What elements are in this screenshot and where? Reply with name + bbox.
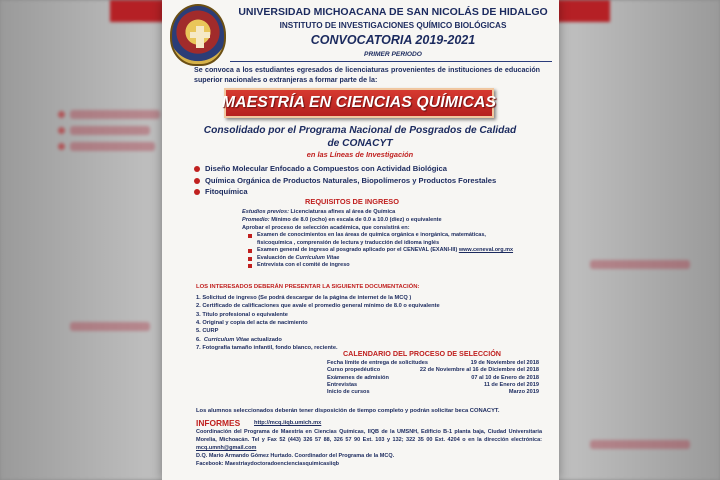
average-label: Promedio: <box>242 217 270 224</box>
list-item <box>248 247 548 255</box>
informes-link[interactable]: http://mcq.iiqb.umich.mx <box>254 420 322 426</box>
list-item: Diseño Molecular Enfocado a Compuestos con Actividad Biológica <box>194 163 544 175</box>
list-item: 3. Título profesional o equivalente <box>196 311 288 318</box>
calendar-date: 07 al 10 de Enero de 2018 <box>471 374 539 381</box>
bg-line <box>590 260 690 269</box>
list-item-emphasis: Curriculum Vitae <box>295 254 340 261</box>
calendar-row <box>327 382 539 389</box>
institute-name: INSTITUTO DE INVESTIGACIONES QUÍMICO BIOLÓGICAS <box>279 21 507 30</box>
bg-dot <box>58 111 65 118</box>
list-item: 5. CURP <box>196 328 219 335</box>
intro-text: Se convoca a los estudiantes egresados de licenciaturas provenientes de instituciones de educación superior nacionales o extranjeras a formar parte de la: <box>194 66 540 84</box>
calendar-label: Entrevistas <box>327 381 358 388</box>
average-text: Mínimo de 8.0 (ocho) en escala de 0.0 a 10.0 (diez) o equivalente <box>271 217 442 224</box>
documents-list <box>196 294 536 352</box>
university-seal-icon <box>170 4 226 66</box>
documents-title: LOS INTERESADOS DEBERÁN PRESENTAR LA SIGUIENTE DOCUMENTACIÓN: <box>196 284 420 290</box>
coordination-text: Coordinación del Programa de Maestría en Ciencias Químicas, IIQB de la UMSNH, Edificio B-1 planta baja, Ciudad Universitaria Morelia, Michoacán. Tel y Fax 52 (443) 326 57 88, 326 57 90 Ext. 103 y 132; 322 35 00 Ext. 4204 o en la dirección electrónica: <box>196 429 542 443</box>
university-name: UNIVERSIDAD MICHOACANA DE SAN NICOLÁS DE HIDALGO <box>238 6 548 18</box>
program-title: MAESTRÍA EN CIENCIAS QUÍMICAS <box>221 94 497 111</box>
calendar-title: CALENDARIO DEL PROCESO DE SELECCIÓN <box>342 349 501 358</box>
calendar-row <box>327 375 539 382</box>
calendar-label: Fecha límite de entrega de solicitudes <box>327 360 429 366</box>
program-banner <box>221 88 497 118</box>
calendar-row <box>327 360 539 367</box>
approve-text: Aprobar el proceso de selección académica, que consistirá en: <box>242 225 410 232</box>
calendar-row <box>327 367 539 374</box>
calendar-date: Marzo 2019 <box>508 389 539 396</box>
bg-dot <box>58 127 65 134</box>
calendar-label: Inicio de cursos <box>327 389 370 396</box>
requirements-list <box>248 232 548 270</box>
list-item: 2. Certificado de calificaciones que avale el promedio general mínimo de 8.0 o equivalente <box>196 303 440 310</box>
informes-label: INFORMES <box>196 418 241 428</box>
facebook-text: Facebook: Maestriaydoctoradoencienciasquimicasiiqb <box>196 460 340 467</box>
consolidated-text: Consolidado por el Programa Nacional de Posgrados de Calidad de CONACYT <box>203 125 517 150</box>
header-divider <box>230 61 552 62</box>
research-lines-list <box>194 163 544 198</box>
bg-line <box>70 110 160 119</box>
list-item: Entrevista con el comité de ingreso <box>248 262 548 270</box>
ceneval-link[interactable]: www.ceneval.org.mx <box>458 247 514 254</box>
list-item: Química Orgánica de Productos Naturales, Biopolímeros y Productos Forestales <box>194 175 544 187</box>
list-item-text: actualizado <box>250 336 282 343</box>
bg-dot <box>58 143 65 150</box>
bg-line <box>70 142 155 151</box>
prev-studies-text: Licenciaturas afines al área de Química <box>290 209 396 215</box>
list-item-text: Evaluación de <box>257 254 294 261</box>
calendar-label: Curso propedéutico <box>327 367 381 374</box>
list-item-emphasis: Curriculum Vitae <box>203 336 250 343</box>
calendar-row <box>327 389 539 396</box>
list-item: fisicoquímica , comprensión de lectura y traducción del idioma inglés <box>257 239 440 246</box>
calendar-table <box>327 360 539 396</box>
poster <box>162 0 559 480</box>
requirements-intro <box>242 208 542 232</box>
calendar-date: 19 de Noviembre del 2018 <box>470 360 539 366</box>
call-title: CONVOCATORIA 2019-2021 <box>310 33 476 47</box>
period-label: PRIMER PERIODO <box>364 51 422 58</box>
research-lines-heading: en las Líneas de Investigación <box>306 150 414 159</box>
list-item: 1. Solicitud de ingreso (Se podrá descargar de la página de internet de la MCQ ) <box>196 295 412 301</box>
list-item: 4. Original y copia del acta de nacimiento <box>196 320 308 327</box>
availability-note: Los alumnos seleccionados deberán tener disposición de tiempo completo y podrán solicitar beca CONACYT. <box>196 408 500 414</box>
email-link[interactable]: mcq.umnh@gmail.com <box>196 444 257 451</box>
calendar-date: 22 de Noviembre al 16 de Diciembre del 2018 <box>419 367 539 374</box>
bg-line <box>70 322 150 331</box>
list-item: Examen de conocimientos en las áreas de química orgánica e inorgánica, matemáticas, <box>248 232 548 240</box>
list-item-text: Examen general de ingreso al posgrado aplicado por el CENEVAL (EXANI-III) <box>257 247 458 254</box>
requirements-title: REQUISITOS DE INGRESO <box>305 197 399 206</box>
calendar-label: Exámenes de admisión <box>327 374 389 381</box>
bg-line <box>590 440 690 449</box>
list-item: Fitoquímica <box>194 186 544 198</box>
list-item: 7. Fotografía tamaño infantil, fondo blanco, reciente. <box>196 345 338 352</box>
prev-studies-label: Estudios previos: <box>242 209 289 215</box>
calendar-date: 11 de Enero del 2019 <box>483 381 539 388</box>
director-text: D.Q. Mario Armando Gómez Hurtado. Coordinador del Programa de la MCQ. <box>196 452 395 459</box>
list-item <box>248 255 548 263</box>
contact-block <box>196 429 542 469</box>
list-item <box>196 336 536 344</box>
list-item-number: 6. <box>196 336 201 343</box>
bg-line <box>70 126 150 135</box>
